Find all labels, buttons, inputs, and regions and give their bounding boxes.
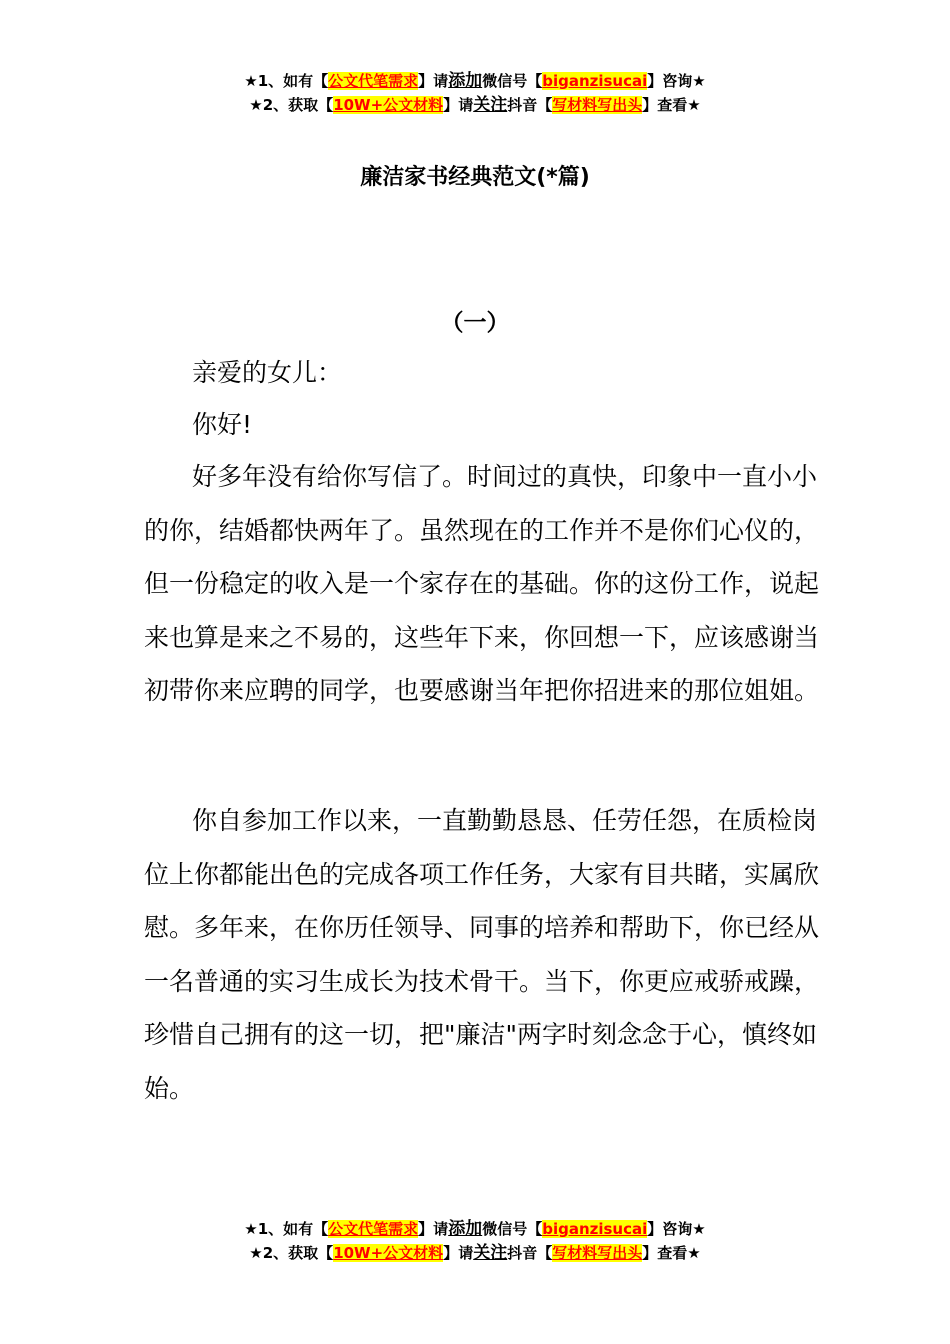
banner-text: 】请 xyxy=(443,1244,474,1262)
banner-text: ★1、如有【 xyxy=(244,1220,329,1238)
body-paragraph: 你自参加工作以来，一直勤勤恳恳、任劳任怨，在质检岗位上你都能出色的完成各项工作任务，大家有目共睹，实属欣慰。多年来，在你历任领导、同事的培养和帮助下，你已经从一名普通的实习生成长为技术骨干。当下，你更应戒骄戒躁，珍惜自己拥有的这一切，把"廉洁"两字时刻念念于心，慎终如始。 xyxy=(144,806,820,1103)
letter-greeting xyxy=(144,398,824,452)
banner-text: 抖音【 xyxy=(507,96,553,114)
banner-text: ★1、如有【 xyxy=(244,72,329,90)
body-paragraph: 好多年没有给你写信了。时间过的真快，印象中一直小小的你，结婚都快两年了。虽然现在的工作并不是你们心仪的，但一份稳定的收入是一个家存在的基础。你的这份工作，说起来也算是来之不易的，这些年下来，你回想一下，应该感谢当初带你来应聘的同学，也要感谢当年把你招进来的那位姐姐。 xyxy=(144,462,820,706)
banner-text: 】查看★ xyxy=(642,1244,701,1262)
banner-text: 】咨询★ xyxy=(647,1220,706,1238)
banner-emphasis: 关注 xyxy=(473,95,508,115)
document-title: 廉洁家书经典范文(*篇) xyxy=(360,165,590,190)
banner-text: 抖音【 xyxy=(507,1244,553,1262)
banner-text: ★2、获取【 xyxy=(249,1244,334,1262)
banner-text: 】请 xyxy=(418,72,449,90)
banner-text: 】查看★ xyxy=(642,96,701,114)
banner-text: ★2、获取【 xyxy=(249,96,334,114)
banner-text: 】咨询★ xyxy=(647,72,706,90)
banner-text: 微信号【 xyxy=(482,1220,543,1238)
footer-banner-line-2 xyxy=(0,1241,950,1265)
body-paragraph-2-block xyxy=(144,794,824,1116)
banner-highlight: 10W+公文材料 xyxy=(333,96,444,114)
banner-highlight: 公文代笔需求 xyxy=(328,72,419,90)
banner-emphasis: 关注 xyxy=(473,1243,508,1263)
banner-highlight: 公文代笔需求 xyxy=(328,1220,419,1238)
letter-opening xyxy=(144,346,824,400)
footer-banner xyxy=(0,1217,950,1265)
banner-wechat-id: biganzisucai xyxy=(542,72,648,90)
banner-douyin-id: 写材料写出头 xyxy=(552,1244,643,1262)
header-banner xyxy=(0,69,950,117)
banner-text: 】请 xyxy=(418,1220,449,1238)
body-paragraph-1-block xyxy=(144,450,824,718)
banner-douyin-id: 写材料写出头 xyxy=(552,96,643,114)
salutation: 亲爱的女儿： xyxy=(192,358,343,387)
banner-emphasis: 添加 xyxy=(448,1219,483,1239)
footer-banner-line-1 xyxy=(0,1217,950,1241)
banner-text: 微信号【 xyxy=(482,72,543,90)
header-banner-line-1 xyxy=(0,69,950,93)
greeting: 你好! xyxy=(192,410,253,439)
banner-emphasis: 添加 xyxy=(448,71,483,91)
banner-wechat-id: biganzisucai xyxy=(542,1220,648,1238)
header-banner-line-2 xyxy=(0,93,950,117)
banner-highlight: 10W+公文材料 xyxy=(333,1244,444,1262)
banner-text: 】请 xyxy=(443,96,474,114)
section-heading: （一） xyxy=(440,310,510,336)
